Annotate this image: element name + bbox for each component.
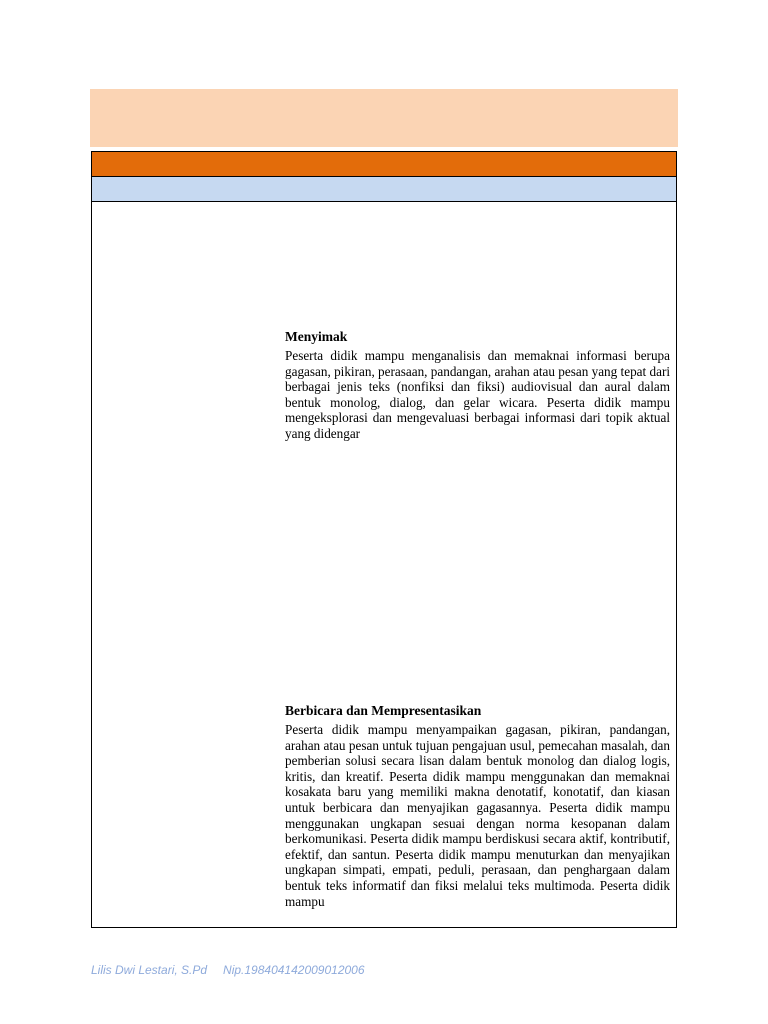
section-title: Berbicara dan Mempresentasikan bbox=[285, 703, 482, 718]
curriculum-table bbox=[91, 151, 677, 928]
section-body: Peserta didik mampu menganalisis dan memaknai informasi berupa gagasan, pikiran, perasaan, pandangan, arahan atau pesan yang tepat dari berbagai jenis teks (nonfiksi dan fiksi) audiovisual dan aural dalam bentuk monolog, dialog, dan gelar wicara. Peserta didik mampu mengeksplorasi dan mengevaluasi berbagai informasi dari topik aktual yang didengar bbox=[285, 348, 670, 441]
table-subheader-row bbox=[92, 177, 676, 202]
section-body: Peserta didik mampu menyampaikan gagasan, pikiran, pandangan, arahan atau pesan untuk tujuan pengajuan usul, pemecahan masalah, dan pemberian solusi secara lisan dalam bentuk monolog dan dialog logis, kritis, dan kreatif. Peserta didik mampu menggunakan dan memaknai kosakata baru yang memiliki makna denotatif, konotatif, dan kiasan untuk berbicara dan menyajikan gagasannya. Peserta didik mampu menggunakan ungkapan sesuai dengan norma kesopanan dalam berkomunikasi. Peserta didik mampu berdiskusi secara aktif, kontributif, efektif, dan santun. Peserta didik mampu menuturkan dan menyajikan ungkapan simpati, empati, peduli, perasaan, dan penghargaan dalam bentuk teks informatif dan fiksi melalui teks multimoda. Peserta didik mampu bbox=[285, 722, 670, 909]
header-banner bbox=[90, 89, 678, 147]
section-title: Menyimak bbox=[285, 329, 348, 344]
section-berbicara bbox=[285, 703, 670, 909]
footer-nip: Nip.198404142009012006 bbox=[223, 963, 365, 977]
table-header-row bbox=[92, 152, 676, 177]
footer-author: Lilis Dwi Lestari, S.Pd bbox=[91, 963, 208, 977]
section-menyimak bbox=[285, 329, 670, 442]
page-footer bbox=[91, 963, 381, 977]
